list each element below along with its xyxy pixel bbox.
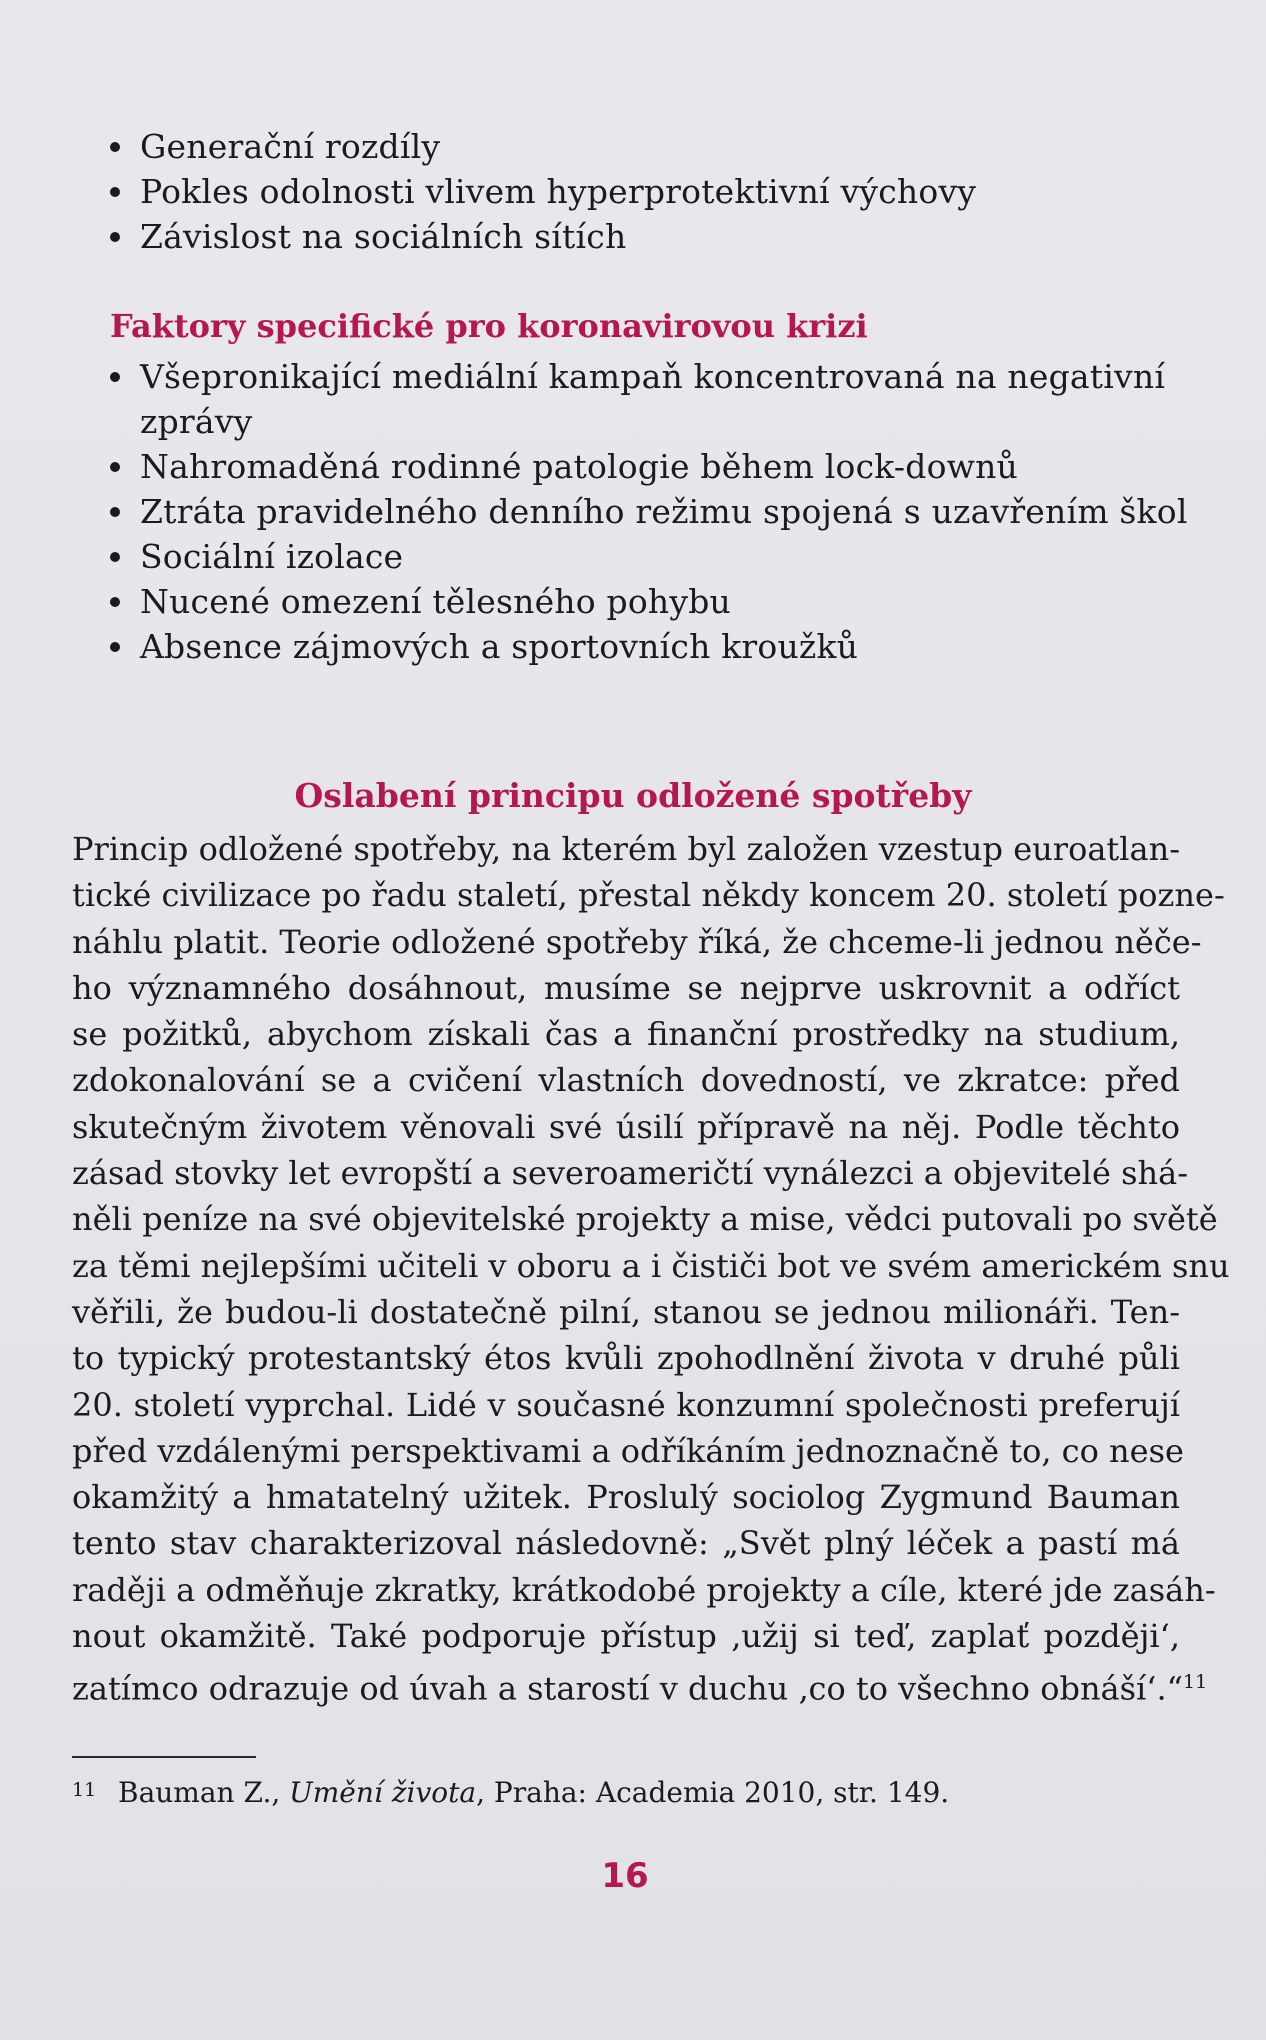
footnote-text-before: Bauman Z., xyxy=(118,1776,290,1809)
paragraph-line: to typický protestantský étos kvůli zpohodlnění života v druhé půli xyxy=(72,1339,1180,1378)
list-item-text: Generační rozdíly xyxy=(140,127,441,166)
list-item xyxy=(110,169,1190,214)
list-item-text: Všepronikající mediální kampaň koncentrovaná na negativní zprávy xyxy=(140,357,1166,441)
paragraph-line: náhlu platit. Teorie odložené spotřeby říká, že chceme-li jednou něče- xyxy=(72,922,1202,961)
list-item xyxy=(110,624,1190,669)
list-item xyxy=(110,579,1190,624)
paragraph-last-line xyxy=(72,1659,1208,1712)
list-item-text: Závislost na sociálních sítích xyxy=(140,217,627,256)
chapter-title: Oslabení principu odložené spotřeby xyxy=(294,776,972,815)
footnote-divider xyxy=(72,1756,256,1758)
bullet-dot-icon xyxy=(110,142,120,152)
page-number: 16 xyxy=(601,1856,649,1896)
paragraph-line: něli peníze na své objevitelské projekty a mise, vědci putovali po světě xyxy=(72,1200,1218,1239)
list-item xyxy=(110,534,1190,579)
bullet-dot-icon xyxy=(110,232,120,242)
bullet-dot-icon xyxy=(110,187,120,197)
paragraph-line: skutečným životem věnovali své úsilí přípravě na něj. Podle těchto xyxy=(72,1107,1180,1146)
paragraph-line: ho významného dosáhnout, musíme se nejprve uskrovnit a odříct xyxy=(72,968,1180,1007)
bullet-dot-icon xyxy=(110,597,120,607)
corona-factor-list xyxy=(110,354,1190,669)
footnote-number: 11 xyxy=(72,1779,97,1801)
paragraph-line: se požitků, abychom získali čas a finanční prostředky na studium, xyxy=(72,1015,1180,1054)
paragraph-line: Princip odložené spotřeby, na kterém byl založen vzestup euroatlan- xyxy=(72,830,1180,868)
footnote xyxy=(72,1770,949,1813)
bullet-dot-icon xyxy=(110,552,120,562)
list-item-text: Nucené omezení tělesného pohybu xyxy=(140,582,731,621)
paragraph-line: nout okamžitě. Také podporuje přístup ‚užij si teď, zaplať později‘, xyxy=(72,1617,1180,1656)
list-item-text: Pokles odolnosti vlivem hyperprotektivní výchovy xyxy=(140,172,977,211)
paragraph-line: raději a odměňuje zkratky, krátkodobé projekty a cíle, které jde zasáh- xyxy=(72,1570,1216,1609)
risk-factor-list xyxy=(110,124,1190,259)
list-item-text: Nahromaděná rodinné patologie během lock-downů xyxy=(140,447,1019,486)
paragraph-line: zatímco odrazuje od úvah a starostí v duchu ‚co to všechno obnáší‘.“ xyxy=(72,1670,1183,1708)
paragraph-line: zásad stovky let evropští a severoameričtí vynálezci a objevitelé shá- xyxy=(72,1154,1189,1193)
footnote-reference[interactable]: 11 xyxy=(1182,1671,1208,1694)
list-item-text: Sociální izolace xyxy=(140,537,404,576)
list-item xyxy=(110,444,1190,489)
footnote-text-after: , Praha: Academia 2010, str. 149. xyxy=(476,1776,950,1809)
paragraph-line: za těmi nejlepšími učiteli v oboru a i čističi bot ve svém americkém snu xyxy=(72,1246,1230,1285)
bullet-dot-icon xyxy=(110,507,120,517)
list-item-text: Absence zájmových a sportovních kroužků xyxy=(140,627,859,666)
paragraph-line: tické civilizace po řadu staletí, přestal někdy koncem 20. století pozne- xyxy=(72,876,1225,915)
bullet-dot-icon xyxy=(110,462,120,472)
paragraph-line: tento stav charakterizoval následovně: „Svět plný léček a pastí má xyxy=(72,1524,1180,1563)
body-paragraph xyxy=(72,826,1230,1712)
section-heading: Faktory specifické pro koronavirovou krizi xyxy=(110,307,868,345)
paragraph-line: zdokonalování se a cvičení vlastních dovedností, ve zkratce: před xyxy=(72,1061,1180,1100)
bullet-dot-icon xyxy=(110,372,120,382)
paragraph-line: před vzdálenými perspektivami a odříkáním jednoznačně to, co nese xyxy=(72,1431,1184,1470)
paragraph-line: 20. století vyprchal. Lidé v současné konzumní společnosti preferují xyxy=(72,1385,1180,1424)
footnote-book-title: Umění života xyxy=(289,1776,477,1809)
list-item xyxy=(110,489,1190,534)
list-item-text: Ztráta pravidelného denního režimu spojená s uzavřením škol xyxy=(140,492,1188,531)
list-item xyxy=(110,354,1190,444)
bullet-dot-icon xyxy=(110,642,120,652)
paragraph-line: okamžitý a hmatatelný užitek. Proslulý sociolog Zygmund Bauman xyxy=(72,1478,1180,1517)
paragraph-line: věřili, že budou-li dostatečně pilní, stanou se jednou milionáři. Ten- xyxy=(72,1292,1180,1331)
list-item xyxy=(110,214,1190,259)
list-item xyxy=(110,124,1190,169)
